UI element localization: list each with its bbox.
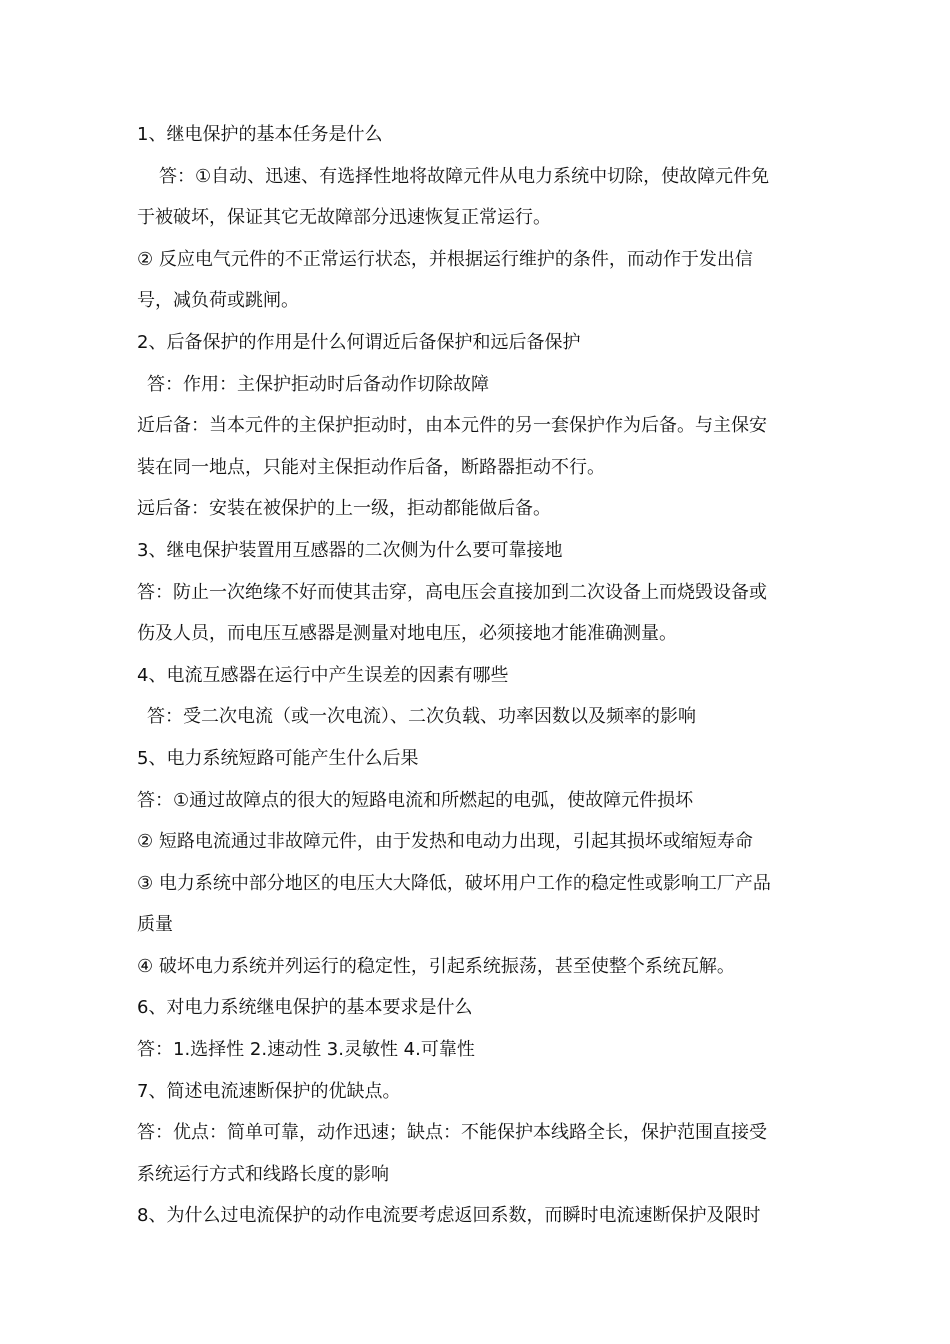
question-1-title: 1、继电保护的基本任务是什么: [137, 124, 383, 145]
answer-5-line-2: ② 短路电流通过非故障元件，由于发热和电动力出现，引起其损坏或缩短寿命: [137, 831, 753, 853]
answer-1-line-1: 答：①自动、迅速、有选择性地将故障元件从电力系统中切除，使故障元件免: [159, 165, 770, 187]
answer-2-line-2: 近后备：当本元件的主保护拒动时，由本元件的另一套保护作为后备。与主保安: [137, 415, 767, 437]
question-3-title: 3、继电保护装置用互感器的二次侧为什么要可靠接地: [137, 539, 563, 561]
answer-5-line-3: ③ 电力系统中部分地区的电压大大降低，破坏用户工作的稳定性或影响工厂产品: [137, 872, 771, 894]
answer-5-line-4: 质量: [137, 914, 173, 936]
answer-6-line-1: 答：1.选择性 2.速动性 3.灵敏性 4.可靠性: [137, 1039, 475, 1061]
question-2-title: 2、后备保护的作用是什么何谓近后备保护和远后备保护: [137, 331, 581, 353]
answer-7-line-1: 答：优点：简单可靠，动作迅速；缺点：不能保护本线路全长，保护范围直接受: [137, 1122, 767, 1144]
question-6-title: 6、对电力系统继电保护的基本要求是什么: [137, 997, 473, 1019]
question-8-title: 8、为什么过电流保护的动作电流要考虑返回系数，而瞬时电流速断保护及限时: [137, 1205, 761, 1227]
question-4-title: 4、电流互感器在运行中产生误差的因素有哪些: [137, 664, 509, 686]
answer-2-line-4: 远后备：安装在被保护的上一级，拒动都能做后备。: [137, 498, 551, 520]
question-7-title: 7、简述电流速断保护的优缺点。: [137, 1080, 401, 1102]
answer-2-line-1: 答：作用：主保护拒动时后备动作切除故障: [147, 373, 489, 395]
answer-2-line-3: 装在同一地点，只能对主保拒动作后备，断路器拒动不行。: [137, 456, 605, 478]
answer-5-line-1: 答：①通过故障点的很大的短路电流和所燃起的电弧，使故障元件损坏: [137, 789, 694, 811]
answer-4-line-1: 答：受二次电流（或一次电流）、二次负载、功率因数以及频率的影响: [147, 706, 696, 728]
answer-3-line-1: 答：防止一次绝缘不好而使其击穿，高电压会直接加到二次设备上而烧毁设备或: [137, 581, 767, 603]
answer-5-line-5: ④ 破坏电力系统并列运行的稳定性，引起系统振荡，甚至使整个系统瓦解。: [137, 955, 735, 977]
answer-1-line-4: 号，减负荷或跳闸。: [137, 290, 299, 312]
answer-7-line-2: 系统运行方式和线路长度的影响: [137, 1163, 389, 1185]
answer-1-line-2: 于被破坏，保证其它无故障部分迅速恢复正常运行。: [137, 207, 551, 229]
answer-3-line-2: 伤及人员，而电压互感器是测量对地电压，必须接地才能准确测量。: [137, 623, 677, 645]
answer-1-line-3: ② 反应电气元件的不正常运行状态，并根据运行维护的条件，而动作于发出信: [137, 248, 753, 270]
question-5-title: 5、电力系统短路可能产生什么后果: [137, 747, 419, 769]
document-body: [137, 114, 827, 1237]
